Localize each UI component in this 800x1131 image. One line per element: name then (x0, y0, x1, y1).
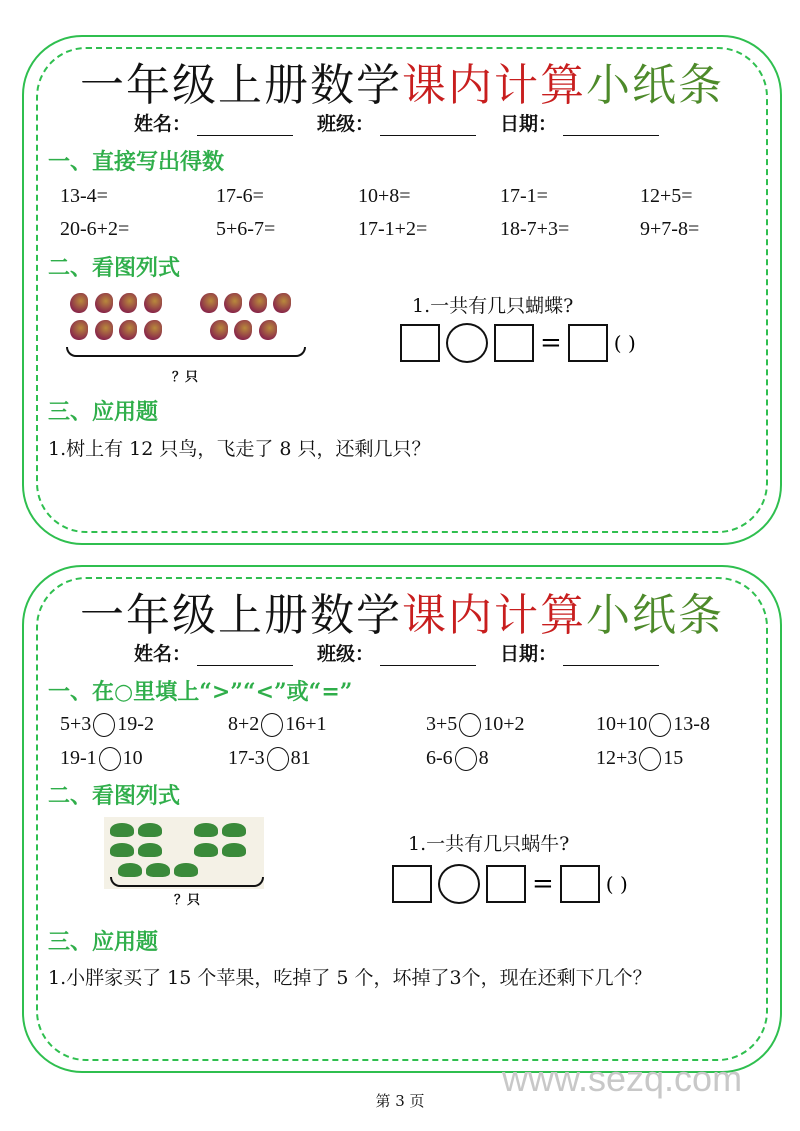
compare-circle[interactable] (459, 713, 481, 737)
answer-boxes[interactable] (392, 864, 628, 904)
problem: 17-1+2= (358, 218, 428, 240)
problem: 17-1= (500, 185, 548, 207)
compare-circle[interactable] (261, 713, 283, 737)
name-field[interactable] (134, 639, 293, 666)
worksheet-card-1 (22, 35, 782, 545)
snail-icon (222, 843, 246, 857)
title-part: 课内计算 (402, 590, 586, 641)
problem: 18-7+3= (500, 218, 570, 240)
left-expr: 3+5 (426, 713, 458, 735)
answer-box[interactable] (392, 865, 432, 903)
name-field[interactable] (134, 109, 293, 136)
left-expr: 6-6 (426, 747, 453, 769)
brace-icon (66, 347, 306, 357)
compare-circle[interactable] (99, 747, 121, 771)
section-heading: 一、在○里填上“>”“<”或“=” (48, 679, 353, 705)
answer-box[interactable] (494, 324, 534, 362)
snail-icon (194, 823, 218, 837)
label: 姓名： (134, 113, 192, 135)
right-expr: 10+2 (483, 713, 525, 735)
problem: 17-6= (216, 185, 264, 207)
answer-box[interactable] (400, 324, 440, 362)
snail-icon (138, 843, 162, 857)
date-field[interactable] (500, 639, 659, 666)
butterfly-icon (259, 320, 277, 340)
section-heading: 三、应用题 (48, 399, 159, 425)
butterfly-icon (249, 293, 267, 313)
butterfly-icon (119, 320, 137, 340)
compare-problem (228, 747, 311, 771)
class-field[interactable] (317, 639, 476, 666)
right-expr: 19-2 (117, 713, 154, 735)
problem: 5+6-7= (216, 218, 276, 240)
compare-circle[interactable] (267, 747, 289, 771)
problem: 12+5= (640, 185, 693, 207)
equals-sign: = (540, 328, 562, 358)
page-number: 第 3 页 (375, 1092, 425, 1110)
word-problem: 1.小胖家买了 15 个苹果，吃掉了 5 个，坏掉了3个，现在还剩下几个？ (48, 967, 652, 989)
brace-icon (110, 877, 264, 887)
picture-label: ？只 (174, 893, 201, 908)
question: 1.一共有几只蜗牛? (408, 833, 570, 855)
info-row (134, 639, 659, 666)
butterfly-icon (70, 320, 88, 340)
snail-icon (118, 863, 142, 877)
title-part: 课内计算 (402, 60, 586, 111)
card-title (24, 579, 780, 643)
left-expr: 8+2 (228, 713, 260, 735)
left-expr: 5+3 (60, 713, 92, 735)
left-expr: 17-3 (228, 747, 265, 769)
snail-icon (110, 823, 134, 837)
section-heading: 三、应用题 (48, 929, 159, 955)
unit-blank[interactable]: ( ) (605, 872, 628, 896)
picture-label: ？只 (172, 370, 199, 385)
label: 姓名： (134, 643, 192, 665)
section-heading: 一、直接写出得数 (48, 149, 225, 175)
compare-circle[interactable] (93, 713, 115, 737)
title-part: 小纸条 (586, 590, 724, 641)
butterfly-icon (70, 293, 88, 313)
right-expr: 16+1 (285, 713, 327, 735)
compare-problem (596, 747, 683, 771)
butterfly-icon (200, 293, 218, 313)
word-problem: 1.树上有 12 只鸟，飞走了 8 只，还剩几只？ (48, 438, 431, 460)
compare-problem (596, 713, 710, 737)
butterfly-icon (273, 293, 291, 313)
title-part: 一年级上册数学 (80, 590, 402, 641)
snail-icon (222, 823, 246, 837)
butterfly-icon (144, 320, 162, 340)
left-expr: 10+10 (596, 713, 648, 735)
butterfly-icon (234, 320, 252, 340)
left-expr: 19-1 (60, 747, 97, 769)
compare-problem (426, 713, 525, 737)
equals-sign: = (532, 869, 554, 899)
compare-circle[interactable] (455, 747, 477, 771)
right-expr: 15 (663, 747, 684, 769)
title-part: 小纸条 (586, 60, 724, 111)
operator-circle[interactable] (438, 864, 480, 904)
question: 1.一共有几只蝴蝶? (412, 295, 574, 317)
label: 日期： (500, 643, 558, 665)
date-field[interactable] (500, 109, 659, 136)
compare-problem (60, 747, 143, 771)
snail-icon (110, 843, 134, 857)
operator-circle[interactable] (446, 323, 488, 363)
problem: 10+8= (358, 185, 411, 207)
butterfly-icon (95, 320, 113, 340)
label: 班级： (317, 113, 375, 135)
worksheet-card-2 (22, 565, 782, 1073)
answer-box[interactable] (568, 324, 608, 362)
snail-icon (194, 843, 218, 857)
butterfly-icon (210, 320, 228, 340)
card-title (24, 49, 780, 113)
label: 班级： (317, 643, 375, 665)
answer-box[interactable] (560, 865, 600, 903)
watermark: www.sezq.com (502, 1058, 743, 1099)
right-expr: 10 (122, 747, 143, 769)
info-row (134, 109, 659, 136)
answer-boxes[interactable] (400, 323, 636, 363)
snail-icon (174, 863, 198, 877)
right-expr: 13-8 (673, 713, 710, 735)
compare-problem (426, 747, 489, 771)
snail-icon (138, 823, 162, 837)
compare-circle[interactable] (639, 747, 661, 771)
butterfly-icon (119, 293, 137, 313)
title-part: 一年级上册数学 (80, 60, 402, 111)
compare-problem (228, 713, 327, 737)
section-heading: 二、看图列式 (48, 783, 181, 809)
unit-blank[interactable]: ( ) (613, 331, 636, 355)
problem: 13-4= (60, 185, 108, 207)
right-expr: 8 (478, 747, 489, 769)
compare-problem (60, 713, 154, 737)
problem: 9+7-8= (640, 218, 700, 240)
right-expr: 81 (290, 747, 311, 769)
problem: 20-6+2= (60, 218, 130, 240)
section-heading: 二、看图列式 (48, 255, 181, 281)
class-field[interactable] (317, 109, 476, 136)
label: 日期： (500, 113, 558, 135)
butterfly-icon (144, 293, 162, 313)
compare-circle[interactable] (649, 713, 671, 737)
butterfly-icon (224, 293, 242, 313)
snail-icon (146, 863, 170, 877)
butterfly-icon (95, 293, 113, 313)
answer-box[interactable] (486, 865, 526, 903)
left-expr: 12+3 (596, 747, 638, 769)
